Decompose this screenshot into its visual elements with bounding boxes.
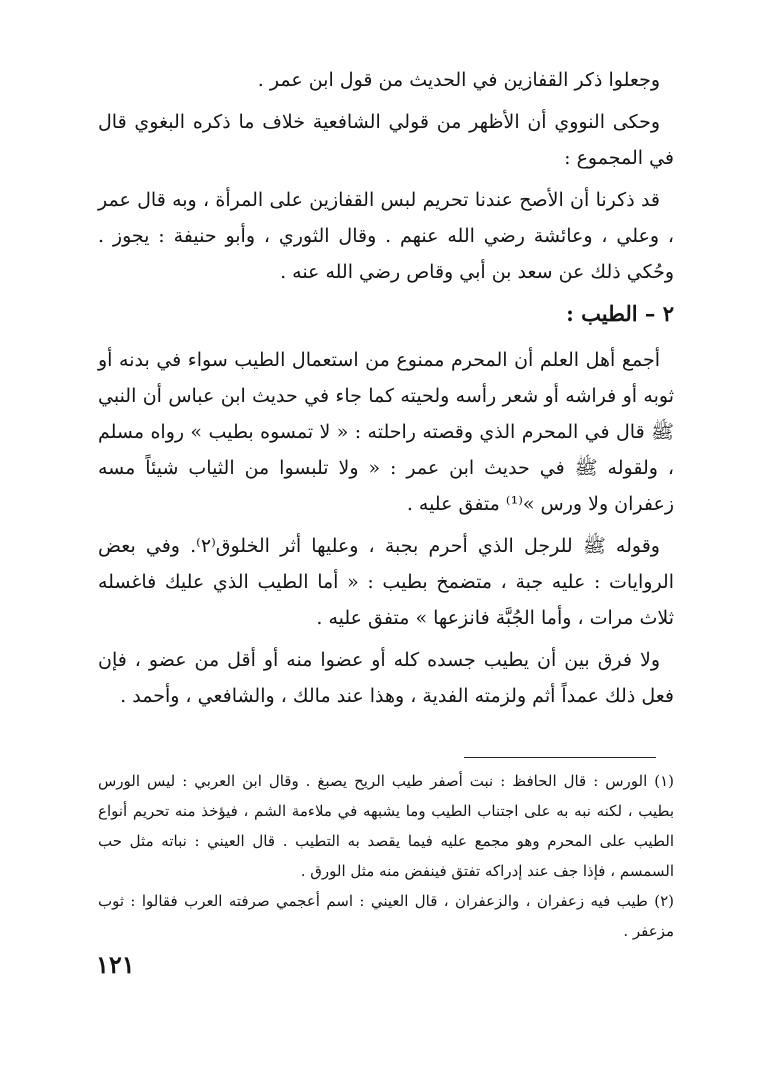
paragraph-4: أجمع أهل العلم أن المحرم ممنوع من استعمال الطيب سواء في بدنه أو ثوبه أو فراشه أو شعر رأسه ولحيته كما جاء في حديث ابن عباس أن النبي ﷺ قال في المحرم الذي وقصته راحلته : « لا تمسوه بطيب » رواه مسلم ، ولقوله ﷺ في حديث ابن عمر : « ولا تلبسوا من الثياب شيئاً مسه زعفران ولا ورس »⁽¹⁾ متفق عليه . xyxy=(98,349,674,515)
paragraph-2: وحكى النووي أن الأظهر من قولي الشافعية خلاف ما ذكره البغوي قال في المجموع : xyxy=(98,111,674,169)
section-heading: ٢ – الطيب : xyxy=(566,301,674,326)
paragraph-1: وجعلوا ذكر القفازين في الحديث من قول ابن عمر . xyxy=(257,69,660,91)
footnote-divider xyxy=(464,757,656,758)
footnote-1: (١) الورس : قال الحافظ : نبت أصفر طيب الريح يصبغ . وقال ابن العربي : ليس الورس بطيب ، لكنه نبه به على اجتناب الطيب وما يشبهه في ملاءمة الشم ، فيؤخذ منه تحريم أنواع الطيب على المحرم وهو مجمع عليه فيما يقصد به التطيب . قال العيني : نباته مثل حب السمسم ، فإذا جف عند إدراكه تفتق فينفض منه مثل الورق . xyxy=(98,772,674,880)
footnotes xyxy=(98,766,674,946)
paragraph-3: قد ذكرنا أن الأصح عندنا تحريم لبس القفازين على المرأة ، وبه قال عمر ، وعلي ، وعائشة رضي الله عنهم . وقال الثوري ، وأبو حنيفة : يجوز . وحُكي ذلك عن سعد بن أبي وقاص رضي الله عنه . xyxy=(98,189,674,283)
page-number: ١٢١ xyxy=(96,950,135,979)
footnote-2: (٢) طيب فيه زعفران ، والزعفران ، قال العيني : اسم أعجمي صرفته العرب فقالوا : ثوب مزعفر . xyxy=(98,892,674,940)
main-text xyxy=(98,62,674,720)
paragraph-5: وقوله ﷺ للرجل الذي أحرم بجبة ، وعليها أثر الخلوق⁽٢⁾. وفي بعض الروايات : عليه جبة ، متضمخ بطيب : « أما الطيب الذي عليك فاغسله ثلاث مرات ، وأما الجُبَّة فانزعها » متفق عليه . xyxy=(98,535,674,629)
paragraph-6: ولا فرق بين أن يطيب جسده كله أو عضوا منه أو أقل من عضو ، فإن فعل ذلك عمداً أثم ولزمته الفدية ، وهذا عند مالك ، والشافعي ، وأحمد . xyxy=(98,649,674,707)
